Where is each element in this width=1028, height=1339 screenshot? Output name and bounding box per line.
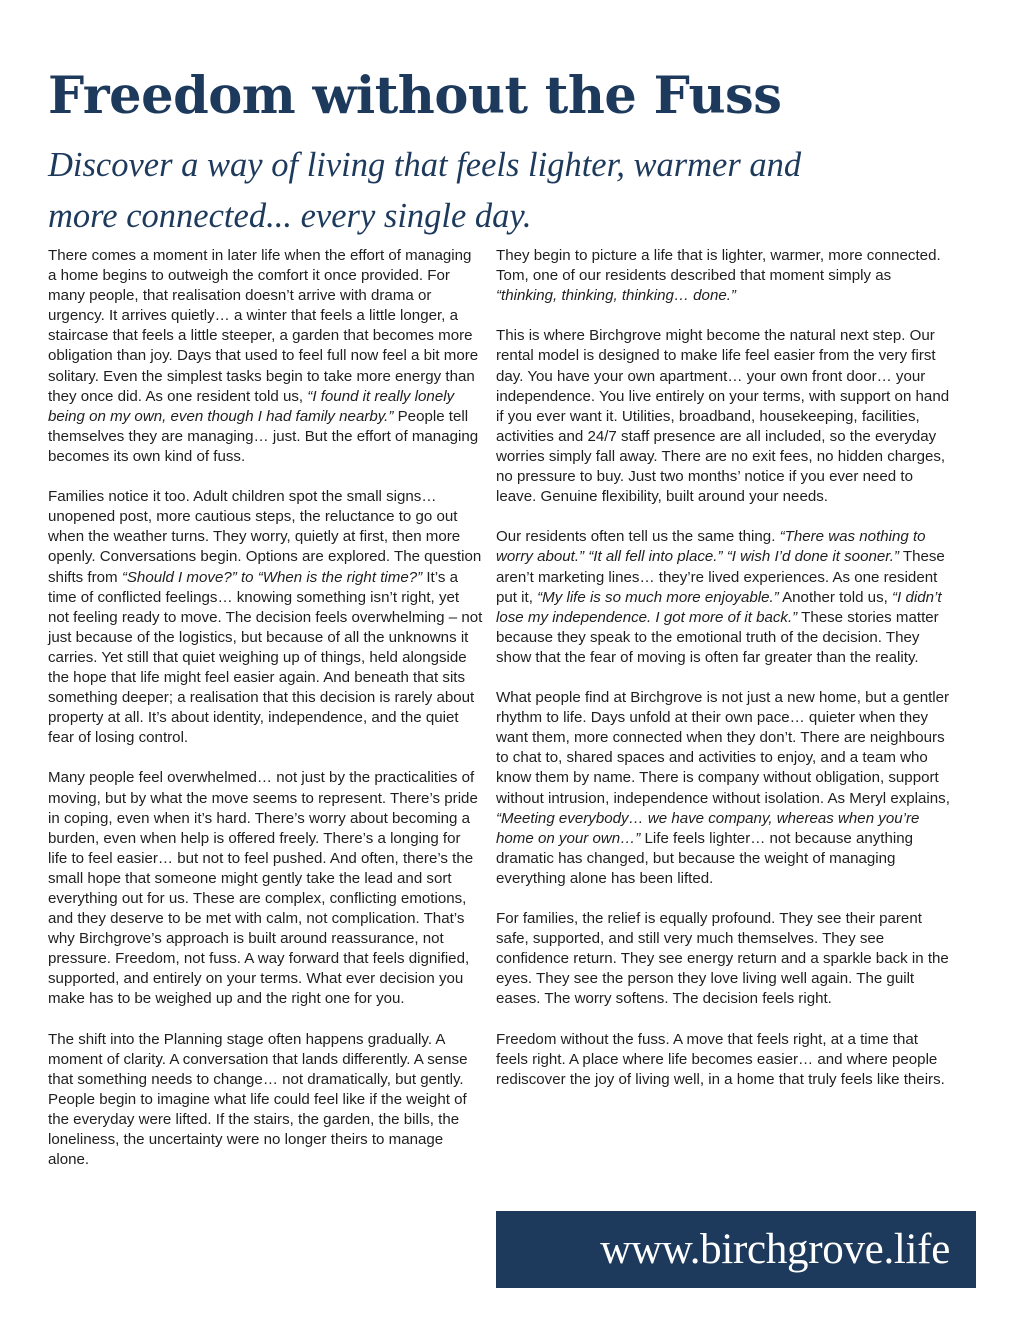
quote: “I found it really lonely being on my own, even though I had family nearby.” bbox=[48, 387, 455, 425]
right-paragraph-5: For families, the relief is equally profound. They see their parent safe, supported, and still very much themselves. They see confidence return. They see energy return and a sparkle back in the eyes. They see the person they love living well again. The guilt eases. The worry softens. The decision feels right. bbox=[496, 910, 949, 1008]
left-column bbox=[48, 246, 483, 1170]
left-paragraph-1: There comes a moment in later life when the effort of managing a home begins to outweigh the comfort it once provided. For many people, that realisation doesn’t arrive with drama or urgency. It arrives quietly… a winter that feels a little longer, a staircase that feels a little steeper, a garden that becomes more obligation than joy. Days that used to feel full now feel a bit more solitary. Even the simplest tasks begin to take more energy than they once did. As one resident told us, “I found it really lonely being on my own, even though I had family nearby.” People tell themselves they are managing… just. But the effort of managing becomes its own kind of fuss. bbox=[48, 247, 479, 465]
quote: “My life is so much more enjoyable.” bbox=[537, 588, 779, 606]
website-url[interactable]: www.birchgrove.life bbox=[600, 1226, 950, 1273]
website-banner[interactable] bbox=[496, 1211, 976, 1288]
subtitle-line-1: Discover a way of living that feels lighter, warmer and bbox=[48, 146, 802, 184]
quote: “There was nothing to worry about.” “It all fell into place.” “I wish I’d done it sooner.” bbox=[496, 528, 926, 566]
right-paragraph-3: Our residents often tell us the same thing. “There was nothing to worry about.” “It all fell into place.” “I wish I’d done it sooner.” These aren’t marketing lines… they’re lived experiences. As one resident put it, “My life is so much more enjoyable.” Another told us, “I didn’t lose my independence. I got more of it back.” These stories matter because they speak to the emotional truth of the decision. They show that the fear of moving is often far greater than the reality. bbox=[496, 528, 945, 666]
quote: “Should I move?” to “When is the right time?” bbox=[121, 568, 423, 586]
right-paragraph-4: What people find at Birchgrove is not just a new home, but a gentler rhythm to life. Days unfold at their own pace… quieter when they want them, more connected when they don’t. There are neighbours to chat to, shared spaces and activities to enjoy, and a team who know them by name. There is company without obligation, support without intrusion, independence without isolation. As Meryl explains, “Meeting everybody… we have company, whereas when you’re home on your own…” Life feels lighter… not because anything dramatic has changed, but because the weight of managing everything alone has been lifted. bbox=[496, 689, 950, 887]
right-paragraph-6: Freedom without the fuss. A move that feels right, at a time that feels right. A place where life becomes easier… and where people rediscover the joy of living well, in a home that truly feels like theirs. bbox=[496, 1030, 945, 1088]
subtitle-line-2: more connected... every single day. bbox=[48, 197, 532, 235]
right-paragraph-2: This is where Birchgrove might become the natural next step. Our rental model is designed to make life feel easier from the very first day. You have your own apartment… your own front door… your independence. You live entirely on your terms, with support on hand if you ever want it. Utilities, broadband, housekeeping, facilities, activities and 24/7 staff presence are all included, so the everyday worries simply fall away. There are no exit fees, no hidden charges, no pressure to buy. Just two months’ notice if you ever need to leave. Genuine flexibility, built around your needs. bbox=[496, 327, 950, 506]
left-paragraph-3: Many people feel overwhelmed… not just by the practicalities of moving, but by what the move seems to represent. There’s pride in coping, even when it’s hard. There’s worry about becoming a burden, even when help is offered freely. There’s a longing for life to feel easier… but not to feel pushed. And often, there’s the small hope that someone might gently take the lead and sort everything out for us. These are complex, conflicting emotions, and they deserve to be met with calm, not complication. That’s why Birchgrove’s approach is built around reassurance, not pressure. Freedom, not fuss. A way forward that feels dignified, supported, and entirely on your terms. What ever decision you make has to be weighed up and the right one for you. bbox=[48, 769, 478, 1008]
right-paragraph-1: They begin to picture a life that is lighter, warmer, more connected. Tom, one of our residents described that moment simply as “thinking, thinking, thinking… done.” bbox=[496, 247, 941, 305]
quote: “thinking, thinking, thinking… done.” bbox=[496, 287, 736, 305]
right-column bbox=[496, 246, 950, 1090]
left-paragraph-4: The shift into the Planning stage often happens gradually. A moment of clarity. A conversation that lands differently. A sense that something needs to change… not dramatically, but gently. People begin to imagine what life could feel like if the weight of the everyday were lifted. If the stairs, the garden, the bills, the loneliness, the uncertainty were no longer theirs to manage alone. bbox=[48, 1030, 468, 1169]
page-subtitle bbox=[48, 140, 988, 242]
left-paragraph-2: Families notice it too. Adult children spot the small signs… unopened post, more cautious steps, the reluctance to go out when the weather turns. They worry, quietly at first, then more openly. Conversations begin. Options are explored. The question shifts from “Should I move?” to “When is the right time?” It’s a time of conflicted feelings… knowing something isn’t right, yet not feeling ready to move. The decision feels overwhelming – not just because of the logistics, but because of all the unknowns it carries. Yet still that quiet weighing up of things, held alongside the hope that life might feel easier again. And beneath that sits something deeper; a realisation that this decision is rarely about property at all. It’s about identity, independence, and the quiet fear of losing control. bbox=[48, 488, 483, 747]
page-title: Freedom without the Fuss bbox=[48, 66, 782, 126]
quote: “Meeting everybody… we have company, whereas when you’re home on your own…” bbox=[496, 809, 920, 847]
quote: “I didn’t lose my independence. I got more of it back.” bbox=[496, 588, 942, 626]
